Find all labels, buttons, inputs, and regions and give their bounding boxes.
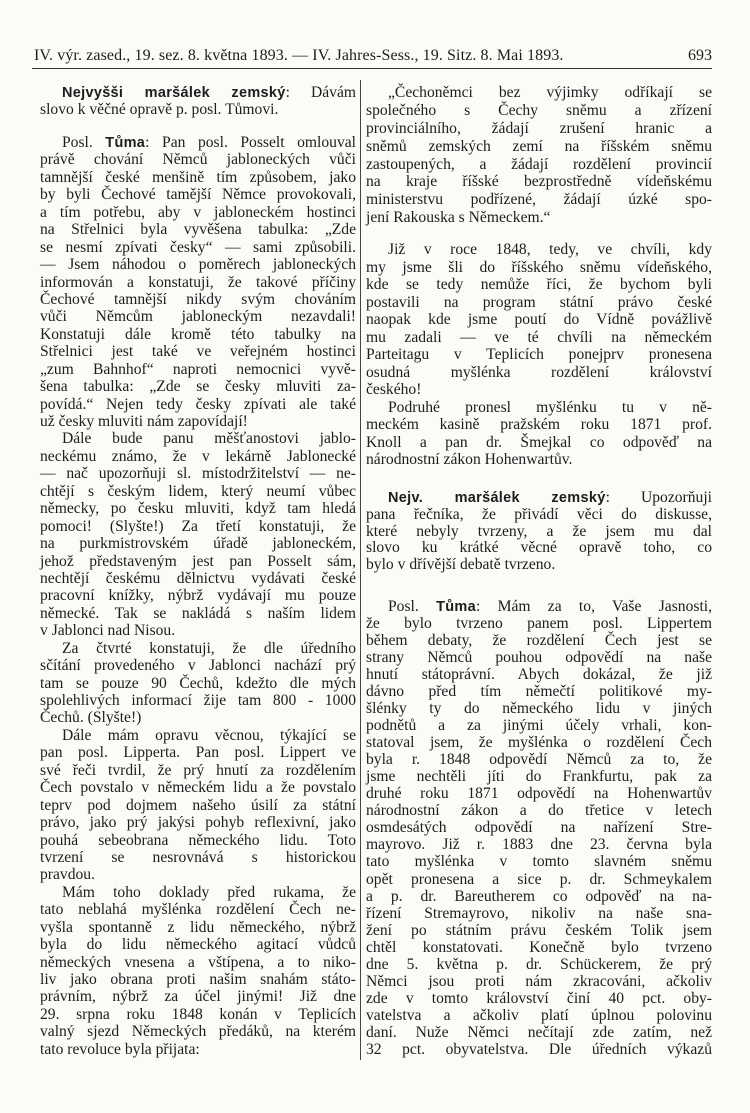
text-line: tato myšlénka v tomto slavném sněmu: [366, 853, 712, 871]
speaker-name: Tůma: [436, 599, 476, 615]
text-line: Střelnici jest také ve veřejném hostinci: [40, 343, 356, 361]
text-line: neckému známo, že v lekárně Jablonecké: [40, 447, 356, 465]
text-line: na kraje říšské bezprostředně vídeňskému: [366, 173, 712, 191]
text-line: povídá.“ Nejen tedy česky zpívati ale také: [40, 395, 356, 413]
text-line: Čech povstalo v německém lidu a že povstalo: [40, 779, 356, 797]
text-line: provinciálního, žádají zrušení hranic a: [366, 119, 712, 137]
text-line: na Střelnici byla vyvěšena tabulka: „Zde: [40, 221, 356, 239]
speech-paragraph: [366, 490, 712, 574]
paragraph: [40, 884, 356, 1058]
column-divider: [360, 80, 361, 1060]
text-line: Již v roce 1848, tedy, ve chvíli, kdy: [388, 241, 712, 258]
text-line: chtějí s českým lidem, který neumí vůbec: [40, 482, 356, 500]
text-line: pan posl. Lipperta. Pan posl. Lippert ve: [40, 744, 356, 762]
text-line: spolehlivých informací žije tam 800 - 1000: [40, 692, 356, 709]
text-line: své řeči tvrdil, že prý hnutí za rozdělením: [40, 761, 356, 779]
text-line: „Čechoněmci bez výjimky odříkají se: [388, 84, 712, 101]
text-line: Posl. Tůma: Mám za to, Vaše Jasnosti,: [388, 598, 713, 615]
header-rule: [32, 68, 712, 69]
paragraph: [366, 84, 712, 227]
text-line: národnostní zákon a do třetice v letech: [366, 802, 712, 820]
text-line: informován a konstatuji, že takové příčiny: [40, 273, 356, 291]
text-line: my jsme šli do říšského sněmu vídeňského,: [366, 258, 712, 276]
text-line: německy, po česku mluviti, když tam hledá: [40, 500, 356, 518]
text-line: slovo k věčné opravě p. posl. Tůmovi.: [40, 101, 279, 118]
paragraph: [40, 640, 356, 727]
speaker-name: Nejvyšši maršálek zemský: [62, 85, 286, 101]
text-line: Podruhé pronesl myšlénku tu v ně-: [388, 398, 712, 416]
text-line: mayrovo. Již r. 1883 dne 23. června byla: [366, 836, 712, 854]
text-line: jení Rakouska s Německem.“: [366, 209, 551, 227]
text-line: v Jablonci nad Nisou.: [40, 622, 176, 640]
paragraph: [40, 430, 356, 639]
text-line: právním, nýbrž za účel jinými! Již dne: [40, 988, 356, 1006]
header-title: IV. výr. zased., 19. sez. 8. května 1893. — IV. Jahres-Sess., 19. Sitz. 8. Mai 1893.: [34, 47, 564, 64]
text-line: bylo v dřívější debatě tvrzeno.: [366, 556, 556, 573]
left-column-block-a: [40, 84, 356, 118]
text-line: valný sjezd Německých předáků, na kterém: [40, 1023, 356, 1041]
text-line: liv jako obrana proti našim snahám státo-: [40, 971, 356, 988]
text-line: Posl. Tůma: Pan posl. Posselt omlouval: [62, 134, 356, 151]
text-line: tvrzení se nesrovnává s historickou: [40, 848, 356, 866]
text-line: společného s Čechy sněmu a zřízení: [366, 101, 712, 119]
page-number: 693: [688, 47, 712, 64]
right-column-block-4: [366, 598, 712, 1058]
text-line: teprv pod dojmem našeho úsilí za státní: [40, 796, 356, 814]
text-line: statoval jsem, že myšlénka o rozdělení Čech: [366, 734, 712, 752]
text-line: „zum Bahnhof“ naproti nemocnici vyvě-: [40, 360, 356, 378]
text-line: Nejv. maršálek zemský: Upozorňuji: [388, 489, 712, 506]
text-line: osmdesátých odpovědí na nařízení Stre-: [366, 819, 712, 837]
text-line: žení po státním právu českém Tolik jsem: [366, 921, 712, 939]
text-line: kde se tedy nemůže říci, že bychom byli: [366, 276, 712, 293]
text-line: že bylo tvrzeno panem posl. Lippertem: [366, 615, 712, 633]
text-line: a p. dr. Bareutherem co odpověď na na-: [366, 887, 712, 905]
text-line: Dále bude panu měšťanostovi jablo-: [62, 430, 356, 448]
paragraph: [366, 399, 712, 469]
text-line: byla r. 1848 odpovědí Němců za to, že: [366, 751, 712, 769]
text-line: naopak kde jsme poutí do Vídně povážlivě: [366, 311, 712, 328]
speaker-name: Nejv. maršálek zemský: [388, 490, 606, 506]
text-line: německé. Tak se nakládá s naším lidem: [40, 604, 356, 622]
text-line: dne 5. května p. dr. Schückerem, že prý: [366, 955, 712, 973]
text-line: řízení Stremayrovo, nikoliv na naše sna-: [366, 904, 712, 922]
text-line: na purkmistrovském úřadě jabloneckém,: [40, 535, 356, 553]
text-line: německých vnesena a vštípena, a to niko-: [40, 953, 356, 971]
speaker-name: Tůma: [105, 135, 146, 151]
text-line: vatelstva a ačkoliv platí úplnou polovinu: [366, 1006, 712, 1024]
text-line: slovo ku krátké věcné opravě toho, co: [366, 539, 712, 557]
text-line: zde v tomto království činí 40 pct. oby-: [366, 989, 712, 1007]
speech-paragraph: [40, 84, 356, 118]
text-line: pouhá sebeobrana německého lidu. Toto: [40, 831, 356, 849]
text-line: národnostní zákon Hohenwartův.: [366, 451, 573, 468]
text-line: Čechů. (Slyšte!): [40, 709, 142, 727]
text-line: strany Němců pouhou odpovědí na naše: [366, 649, 712, 667]
right-column-block-1: [366, 84, 712, 227]
text-line: ministerstvu podřízené, žádají úzké spo-: [366, 191, 712, 209]
text-line: opět pronesena a sice p. dr. Schmeykalem: [366, 870, 712, 888]
text-line: už česky mluviti nám zapovídají!: [40, 413, 248, 430]
text-line: Dále mám opravu věcnou, týkající se: [62, 726, 356, 744]
text-line: podnětů a za jinými účely vrhali, kon-: [366, 717, 712, 735]
paragraph: [366, 241, 712, 399]
text-line: pravdou.: [40, 866, 95, 884]
text-line: 32 pct. obyvatelstva. Dle úředních výkazů: [366, 1040, 712, 1058]
text-line: jsme nechtěli jíti do Frankfurtu, pak za: [366, 768, 712, 786]
text-line: Mám toho doklady před rukama, že: [62, 883, 356, 901]
text-line: tam se pouze 90 Čechů, kdežto dle mých: [40, 674, 356, 692]
text-line: šena tabulka: „Zde se česky mluviti za-: [40, 378, 356, 396]
text-line: právě chování Němců jabloneckých vůči: [40, 151, 356, 169]
right-column-block-2: [366, 241, 712, 469]
speech-paragraph: [40, 134, 356, 430]
text-line: českého!: [366, 381, 422, 398]
text-line: vyšla spontanně z lidu německého, nýbrž: [40, 918, 356, 936]
text-line: Za čtvrté konstatuji, že dle úředního: [62, 639, 356, 657]
text-line: Čechové tamnější nikdy svým chováním: [40, 290, 356, 308]
text-line: zastoupených, a žádají rozdělení provincií: [366, 155, 712, 173]
text-line: Parteitagu v Teplicích ponejprv pronesena: [366, 346, 712, 363]
running-header: [34, 47, 712, 67]
text-line: vůči Němcům jabloneckým nezavdali!: [40, 308, 356, 326]
text-line: mu zadali — ve té chvíli na německém: [366, 328, 712, 346]
text-line: Nejvyšši maršálek zemský: Dávám: [62, 84, 356, 101]
text-line: nechtějí českému dělnictvu vydávati české: [40, 569, 356, 587]
text-line: chtěl konstatovati. Konečně bylo tvrzeno: [366, 938, 712, 956]
left-column-block-b: [40, 134, 356, 1058]
speech-paragraph: [366, 598, 712, 1058]
text-line: postavili na program státní právo české: [366, 293, 712, 311]
paragraph: [40, 727, 356, 884]
text-line: Konstatuji dále kromě této tabulky na: [40, 325, 356, 343]
text-line: právo, jako prý jakýsi pohyb reflexivní, jako: [40, 814, 356, 832]
text-line: dávno před tím němečtí politikové my-: [366, 683, 712, 701]
text-line: — nač upozorňuji sl. místodržitelství — ne-: [40, 465, 356, 483]
text-line: jehož představeným jest pan Posselt sám,: [40, 552, 356, 570]
text-line: a tím potřebu, aby v jabloneckém hostinci: [40, 203, 356, 221]
text-line: šlénky ty do německého lidu v jiných: [366, 700, 712, 718]
text-line: pana řečníka, že přivádí věci do diskusse,: [366, 505, 712, 523]
text-line: pracovní knížky, nýbrž vydávají mu pouze: [40, 587, 356, 605]
text-line: pomoci! (Slyšte!) Za třetí konstatuji, že: [40, 517, 356, 535]
text-line: druhé roku 1871 odpovědí na Hohenwartův: [366, 785, 712, 803]
text-line: hnutí státoprávní. Abych dokázal, že již: [366, 666, 712, 684]
text-line: — Jsem náhodou o poměrech jabloneckých: [40, 256, 356, 274]
text-line: sněmů zemských zemí na říšském sněmu: [366, 137, 712, 155]
text-line: osudná myšlénka rozdělení království: [366, 363, 712, 381]
text-line: by byli Čechové tamější Němce provokovali,: [40, 186, 356, 204]
text-line: 29. srpna roku 1848 konán v Teplicích: [40, 1005, 356, 1023]
text-line: byla do lidu německého agitací vůdců: [40, 936, 356, 954]
text-line: Němci jsou proti nám zkracováni, ačkoliv: [366, 972, 712, 990]
text-line: daní. Nuže Němci nečítají zde zatím, než: [366, 1023, 712, 1041]
text-line: se nesmí zpívati česky“ — sami způsobili.: [40, 238, 356, 256]
text-line: tato revoluce byla přijata:: [40, 1040, 200, 1058]
text-line: které nebyly tvrzeny, a že jsem mu dal: [366, 522, 712, 540]
text-line: Knoll a pan dr. Šmejkal co odpověď na: [366, 433, 712, 451]
right-column-block-3: [366, 490, 712, 574]
text-line: během debaty, že rozdělení Čech jest se: [366, 632, 712, 650]
text-line: meckém kasině pražském roku 1871 prof.: [366, 416, 712, 433]
text-line: sčítání provedeného v Jablonci nachází prý: [40, 657, 356, 675]
text-line: tamnější české menšině tím způsobem, jako: [40, 168, 356, 186]
text-line: tato neblahá myšlénka rozdělení Čech ne-: [40, 901, 356, 919]
